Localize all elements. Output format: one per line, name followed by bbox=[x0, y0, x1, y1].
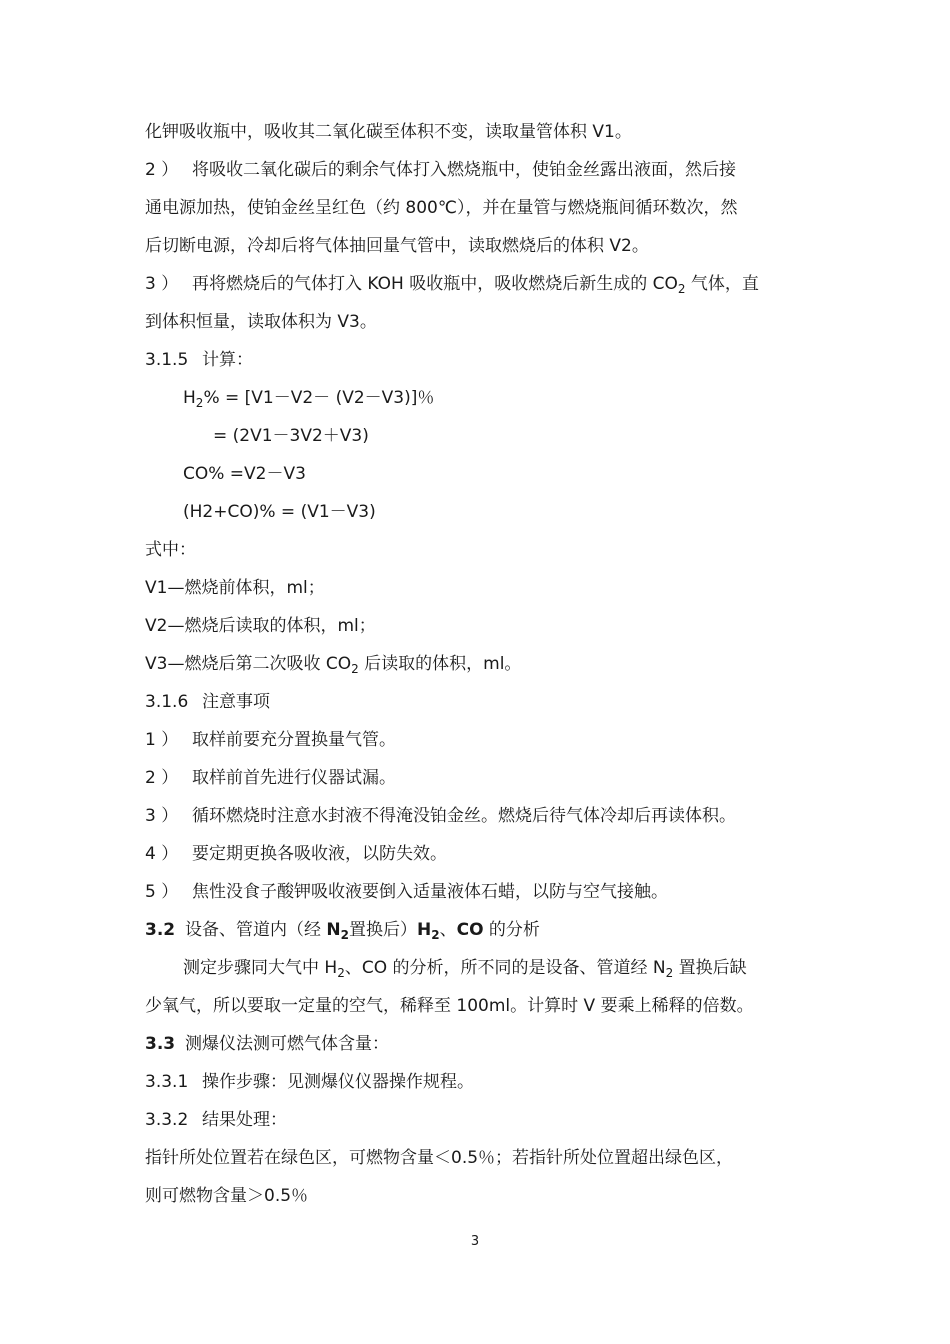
section-title: 计算： bbox=[202, 350, 253, 370]
section-heading bbox=[145, 348, 253, 372]
list-text: 焦性没食子酸钾吸收液要倒入适量液体石蜡，以防与空气接触。 bbox=[192, 882, 668, 902]
section-title-bold: N bbox=[326, 920, 341, 940]
section-title-bold: CO bbox=[456, 920, 484, 940]
text-line: 到体积恒量，读取体积为 V3。 bbox=[145, 312, 377, 332]
subscript: 2 bbox=[340, 928, 349, 942]
paragraph-line: 少氧气，所以要取一定量的空气，稀释至 100ml。计算时 V 要乘上稀释的倍数。 bbox=[145, 996, 754, 1016]
text-span: V3—燃烧后第二次吸收 CO bbox=[145, 654, 352, 674]
formula-text: % = [V1－V2－ (V2－V3)]％ bbox=[203, 388, 435, 408]
list-number: 3 ） bbox=[145, 274, 179, 294]
section-number: 3.1.6 bbox=[145, 692, 189, 712]
paragraph-line bbox=[183, 956, 747, 980]
section-title: 结果处理： bbox=[202, 1110, 287, 1130]
list-number: 2 ） bbox=[145, 768, 179, 788]
text-line: V1—燃烧前体积，ml； bbox=[145, 578, 325, 598]
section-title: 设备、管道内（经 bbox=[185, 920, 327, 940]
text-span: 置换后缺 bbox=[673, 958, 747, 978]
section-number: 3.3.1 bbox=[145, 1072, 189, 1092]
list-number: 1 ） bbox=[145, 730, 179, 750]
list-number: 3 ） bbox=[145, 806, 179, 826]
text-span: 、CO 的分析，所不同的是设备、管道经 N bbox=[344, 958, 666, 978]
section-title: 操作步骤：见测爆仪仪器操作规程。 bbox=[202, 1072, 474, 1092]
list-text: 将吸收二氧化碳后的剩余气体打入燃烧瓶中，使铂金丝露出液面，然后接 bbox=[192, 160, 736, 180]
page-number: 3 bbox=[470, 1234, 480, 1249]
section-number: 3.3 bbox=[145, 1034, 176, 1054]
section-heading bbox=[145, 1070, 474, 1094]
subscript: 2 bbox=[677, 282, 686, 296]
section-title: 注意事项 bbox=[202, 692, 270, 712]
text-span: 测定步骤同大气中 H bbox=[183, 958, 338, 978]
formula-text: H bbox=[183, 388, 196, 408]
subscript: 2 bbox=[665, 966, 674, 980]
section-title-bold: H bbox=[417, 920, 432, 940]
text-line: 通电源加热，使铂金丝呈红色（约 800℃），并在量管与燃烧瓶间循环数次，然 bbox=[145, 198, 738, 218]
subscript: 2 bbox=[351, 662, 359, 676]
list-number: 2 ） bbox=[145, 160, 179, 180]
text-line: 则可燃物含量＞0.5％ bbox=[145, 1186, 309, 1206]
list-text: 气体，直 bbox=[685, 274, 759, 294]
section-title: 的分析 bbox=[483, 920, 540, 940]
list-number: 5 ） bbox=[145, 882, 179, 902]
formula-line bbox=[183, 386, 434, 410]
list-item bbox=[145, 880, 668, 904]
text-line: 指针所处位置若在绿色区，可燃物含量＜0.5％；若指针所处位置超出绿色区， bbox=[145, 1148, 734, 1168]
list-item bbox=[145, 728, 396, 752]
subscript: 2 bbox=[337, 966, 345, 980]
formula-line: (H2+CO)% = (V1－V3) bbox=[183, 502, 376, 522]
subscript: 2 bbox=[431, 928, 440, 942]
text-line bbox=[145, 272, 759, 296]
formula-line: CO% =V2－V3 bbox=[183, 464, 306, 484]
text-line bbox=[145, 158, 736, 182]
section-title: 置换后） bbox=[349, 920, 417, 940]
text-line: 式中： bbox=[145, 540, 196, 560]
text-line: V2—燃烧后读取的体积，ml； bbox=[145, 616, 376, 636]
text-span: 后读取的体积，ml。 bbox=[358, 654, 522, 674]
section-heading bbox=[145, 1032, 389, 1056]
subscript: 2 bbox=[195, 396, 204, 410]
list-item bbox=[145, 842, 447, 866]
list-text: 要定期更换各吸收液，以防失效。 bbox=[192, 844, 447, 864]
text-line bbox=[145, 652, 521, 676]
section-number: 3.1.5 bbox=[145, 350, 189, 370]
section-title: 、 bbox=[439, 920, 457, 940]
list-text: 取样前首先进行仪器试漏。 bbox=[192, 768, 396, 788]
list-text: 循环燃烧时注意水封液不得淹没铂金丝。燃烧后待气体冷却后再读体积。 bbox=[192, 806, 736, 826]
list-item bbox=[145, 766, 396, 790]
text-line: 化钾吸收瓶中，吸收其二氧化碳至体积不变，读取量管体积 V1。 bbox=[145, 122, 632, 142]
section-heading bbox=[145, 690, 270, 714]
section-heading bbox=[145, 918, 540, 942]
text-line: 后切断电源，冷却后将气体抽回量气管中，读取燃烧后的体积 V2。 bbox=[145, 236, 649, 256]
list-text: 再将燃烧后的气体打入 KOH 吸收瓶中，吸收燃烧后新生成的 CO bbox=[192, 274, 678, 294]
section-number: 3.2 bbox=[145, 920, 176, 940]
list-number: 4 ） bbox=[145, 844, 179, 864]
list-item bbox=[145, 804, 736, 828]
list-text: 取样前要充分置换量气管。 bbox=[192, 730, 396, 750]
section-heading bbox=[145, 1108, 287, 1132]
section-title: 测爆仪法测可燃气体含量： bbox=[185, 1034, 389, 1054]
formula-line: = (2V1－3V2＋V3) bbox=[213, 426, 369, 446]
section-number: 3.3.2 bbox=[145, 1110, 189, 1130]
